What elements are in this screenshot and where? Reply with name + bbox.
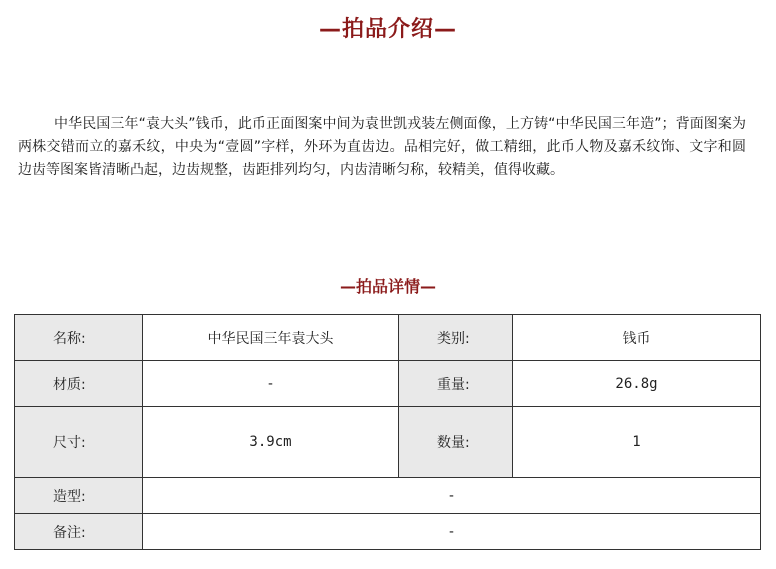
quantity-value: 1 — [513, 407, 761, 478]
size-label: 尺寸: — [15, 407, 143, 478]
weight-label: 重量: — [399, 361, 513, 407]
shape-label: 造型: — [15, 478, 143, 514]
remark-value: - — [143, 514, 761, 550]
intro-paragraph: 中华民国三年“袁大头”钱币，此币正面图案中间为袁世凯戎装左侧面像，上方铸“中华民国三年造”；背面图案为两株交错而立的嘉禾纹，中央为“壹圆”字样，外环为直齿边。品相完好，做工精细，此币人物及嘉禾纹饰、文字和圆边齿等图案皆清晰凸起，边齿规整，齿距排列均匀，内齿清晰匀称，较精美，值得收藏。 — [18, 116, 746, 178]
name-value: 中华民国三年袁大头 — [143, 315, 399, 361]
size-value: 3.9cm — [143, 407, 399, 478]
table-row — [15, 478, 761, 514]
category-label: 类别: — [399, 315, 513, 361]
remark-label: 备注: — [15, 514, 143, 550]
quantity-label: 数量: — [399, 407, 513, 478]
material-value: - — [143, 361, 399, 407]
details-title: —拍品详情— — [339, 277, 436, 296]
details-table — [14, 314, 761, 550]
shape-value: - — [143, 478, 761, 514]
table-row — [15, 315, 761, 361]
category-value: 钱币 — [513, 315, 761, 361]
material-label: 材质: — [15, 361, 143, 407]
intro-title: —拍品介绍— — [318, 17, 457, 42]
table-row — [15, 407, 761, 478]
name-label: 名称: — [15, 315, 143, 361]
table-row — [15, 361, 761, 407]
table-row — [15, 514, 761, 550]
weight-value: 26.8g — [513, 361, 761, 407]
